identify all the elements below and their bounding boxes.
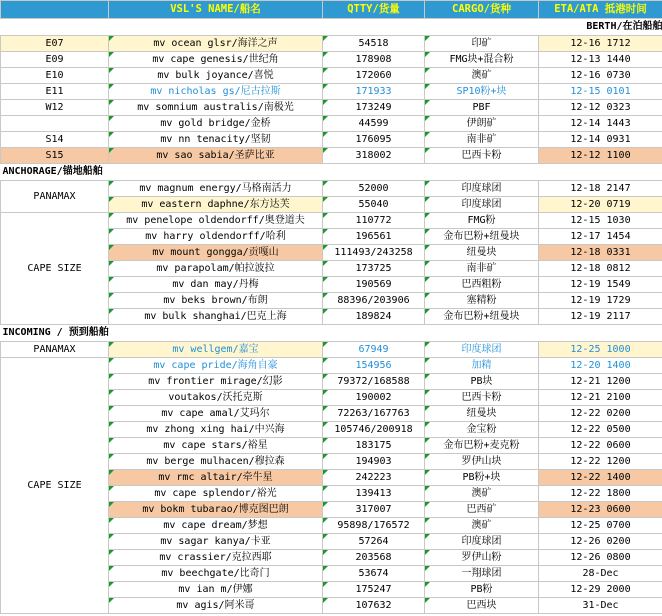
vessel-class-label: CAPE SIZE (1, 213, 109, 325)
vessel-name-cell[interactable]: mv wellgem/嘉宝 (109, 342, 323, 358)
vessel-name-cell[interactable]: mv ian m/伊娜 (109, 582, 323, 598)
vessel-name-cell[interactable]: mv agis/阿米哥 (109, 598, 323, 614)
cargo-cell[interactable]: 印度球团 (425, 197, 539, 213)
vessel-name-cell[interactable]: mv nicholas gs/尼古拉斯 (109, 84, 323, 100)
eta-cell[interactable]: 12-17 1454 (539, 229, 662, 245)
eta-cell[interactable]: 12-22 1400 (539, 470, 662, 486)
vessel-name-cell[interactable]: mv cape amal/艾玛尔 (109, 406, 323, 422)
cargo-cell[interactable]: 澳矿 (425, 68, 539, 84)
eta-cell[interactable]: 12-14 1443 (539, 116, 662, 132)
quantity-cell[interactable]: 196561 (323, 229, 425, 245)
cargo-cell[interactable]: 澳矿 (425, 486, 539, 502)
cargo-cell[interactable]: 巴西矿 (425, 502, 539, 518)
quantity-cell[interactable]: 242223 (323, 470, 425, 486)
vessel-name-cell[interactable]: mv bokm tubarao/博克图巴朗 (109, 502, 323, 518)
cargo-cell[interactable]: 印度球团 (425, 342, 539, 358)
quantity-cell[interactable]: 203568 (323, 550, 425, 566)
cargo-cell[interactable]: 伊朗矿 (425, 116, 539, 132)
vessel-name-cell[interactable]: mv ocean glsr/海洋之声 (109, 36, 323, 52)
vessel-name-cell[interactable]: mv cape pride/海角自豪 (109, 358, 323, 374)
quantity-cell[interactable]: 190569 (323, 277, 425, 293)
quantity-cell[interactable]: 317007 (323, 502, 425, 518)
vessel-name-cell[interactable]: mv beechgate/比奇门 (109, 566, 323, 582)
eta-cell[interactable]: 12-22 0500 (539, 422, 662, 438)
vessel-name-cell[interactable]: mv sagar kanya/卡亚 (109, 534, 323, 550)
quantity-cell[interactable]: 176095 (323, 132, 425, 148)
eta-cell[interactable]: 12-21 2100 (539, 390, 662, 406)
berth-id-cell[interactable]: S15 (1, 148, 109, 164)
cargo-cell[interactable]: SP10粉+块 (425, 84, 539, 100)
berth-id-cell[interactable]: E07 (1, 36, 109, 52)
vessel-name-cell[interactable]: mv eastern daphne/东方达芙 (109, 197, 323, 213)
vessel-name-cell[interactable]: mv bulk joyance/喜悦 (109, 68, 323, 84)
quantity-cell[interactable]: 52000 (323, 181, 425, 197)
eta-cell[interactable]: 12-26 0200 (539, 534, 662, 550)
quantity-cell[interactable]: 318002 (323, 148, 425, 164)
berth-id-cell[interactable]: S14 (1, 132, 109, 148)
quantity-cell[interactable]: 79372/168588 (323, 374, 425, 390)
berth-id-cell[interactable]: E11 (1, 84, 109, 100)
incoming-section (1, 325, 662, 342)
cargo-cell[interactable]: FMG粉 (425, 213, 539, 229)
eta-cell[interactable]: 12-22 1800 (539, 486, 662, 502)
vessel-name-cell[interactable]: mv nn tenacity/坚韧 (109, 132, 323, 148)
berth-row[interactable] (1, 132, 662, 148)
vessel-name-cell[interactable]: voutakos/沃托克斯 (109, 390, 323, 406)
cargo-cell[interactable]: PB块 (425, 374, 539, 390)
eta-cell[interactable]: 12-19 2117 (539, 309, 662, 325)
berth-id-cell[interactable]: W12 (1, 100, 109, 116)
cargo-cell[interactable]: 金布巴粉+纽曼块 (425, 309, 539, 325)
quantity-cell[interactable]: 54518 (323, 36, 425, 52)
vessel-name-cell[interactable]: mv berge mulhacen/穆拉森 (109, 454, 323, 470)
anchorage-section (1, 164, 662, 181)
eta-cell[interactable]: 12-22 0600 (539, 438, 662, 454)
vessel-name-cell[interactable]: mv crassier/克拉西耶 (109, 550, 323, 566)
eta-cell[interactable]: 28-Dec (539, 566, 662, 582)
quantity-cell[interactable]: 111493/243258 (323, 245, 425, 261)
vessel-row[interactable] (1, 342, 662, 358)
eta-cell[interactable]: 12-25 0700 (539, 518, 662, 534)
quantity-cell[interactable]: 175247 (323, 582, 425, 598)
vessel-name-cell[interactable]: mv sao sabia/圣萨比亚 (109, 148, 323, 164)
eta-cell[interactable]: 12-22 0200 (539, 406, 662, 422)
berth-id-cell[interactable]: E10 (1, 68, 109, 84)
quantity-cell[interactable]: 139413 (323, 486, 425, 502)
berth-id-cell[interactable] (1, 116, 109, 132)
vessel-name-cell[interactable]: mv rmc altair/牵牛星 (109, 470, 323, 486)
vessel-name-cell[interactable]: mv gold bridge/金桥 (109, 116, 323, 132)
quantity-cell[interactable]: 189824 (323, 309, 425, 325)
cargo-cell[interactable]: 巴西卡粉 (425, 390, 539, 406)
eta-cell[interactable]: 12-18 0331 (539, 245, 662, 261)
cargo-cell[interactable]: 罗伊山块 (425, 454, 539, 470)
quantity-cell[interactable]: 72263/167763 (323, 406, 425, 422)
quantity-cell[interactable]: 194903 (323, 454, 425, 470)
eta-cell[interactable]: 12-20 1400 (539, 358, 662, 374)
quantity-cell[interactable]: 53674 (323, 566, 425, 582)
vessel-name-cell[interactable]: mv cape dream/梦想 (109, 518, 323, 534)
vessel-row[interactable] (1, 213, 662, 229)
cargo-cell[interactable]: 印度球团 (425, 181, 539, 197)
header-col1[interactable] (1, 1, 109, 19)
berth-section-title: BERTH/在泊船舶 (1, 19, 662, 36)
eta-cell[interactable]: 12-12 0323 (539, 100, 662, 116)
header-row (1, 1, 662, 19)
eta-cell[interactable]: 12-26 0800 (539, 550, 662, 566)
vessel-class-label: CAPE SIZE (1, 358, 109, 614)
quantity-cell[interactable]: 154956 (323, 358, 425, 374)
vessel-name-cell[interactable]: mv parapolam/帕拉波拉 (109, 261, 323, 277)
vessel-name-cell[interactable]: mv magnum energy/马格南活力 (109, 181, 323, 197)
header-quantity[interactable]: QTTY/货量 (323, 1, 425, 19)
cargo-cell[interactable]: PBF (425, 100, 539, 116)
eta-cell[interactable]: 12-21 1200 (539, 374, 662, 390)
cargo-cell[interactable]: 澳矿 (425, 518, 539, 534)
cargo-cell[interactable]: 加精 (425, 358, 539, 374)
eta-cell[interactable]: 12-18 0812 (539, 261, 662, 277)
quantity-cell[interactable]: 173725 (323, 261, 425, 277)
cargo-cell[interactable]: PB粉+块 (425, 470, 539, 486)
header-eta[interactable]: ETA/ATA 抵港时间 (539, 1, 662, 19)
quantity-cell[interactable]: 183175 (323, 438, 425, 454)
eta-cell[interactable]: 12-20 0719 (539, 197, 662, 213)
incoming-section-title: INCOMING / 预到船舶 (1, 325, 662, 342)
vessel-class-label: PANAMAX (1, 181, 109, 213)
eta-cell[interactable]: 12-25 1000 (539, 342, 662, 358)
eta-cell[interactable]: 12-16 0730 (539, 68, 662, 84)
vessel-name-cell[interactable]: mv frontier mirage/幻影 (109, 374, 323, 390)
eta-cell[interactable]: 31-Dec (539, 598, 662, 614)
berth-row[interactable] (1, 52, 662, 68)
vessel-class-label: PANAMAX (1, 342, 109, 358)
quantity-cell[interactable]: 57264 (323, 534, 425, 550)
eta-cell[interactable]: 12-19 1549 (539, 277, 662, 293)
quantity-cell[interactable]: 171933 (323, 84, 425, 100)
quantity-cell[interactable]: 110772 (323, 213, 425, 229)
vessel-name-cell[interactable]: mv penelope oldendorff/奥登道夫 (109, 213, 323, 229)
cargo-cell[interactable]: 一翔球团 (425, 566, 539, 582)
cargo-cell[interactable]: PB粉 (425, 582, 539, 598)
cargo-cell[interactable]: 巴西卡粉 (425, 148, 539, 164)
eta-cell[interactable]: 12-13 1440 (539, 52, 662, 68)
quantity-cell[interactable]: 173249 (323, 100, 425, 116)
quantity-cell[interactable]: 55040 (323, 197, 425, 213)
eta-cell[interactable]: 12-15 1030 (539, 213, 662, 229)
eta-cell[interactable]: 12-16 1712 (539, 36, 662, 52)
quantity-cell[interactable]: 67949 (323, 342, 425, 358)
quantity-cell[interactable]: 190002 (323, 390, 425, 406)
header-cargo[interactable]: CARGO/货种 (425, 1, 539, 19)
vessel-name-cell[interactable]: mv cape splendor/裕光 (109, 486, 323, 502)
berth-row[interactable] (1, 84, 662, 100)
eta-cell[interactable]: 12-18 2147 (539, 181, 662, 197)
quantity-cell[interactable]: 88396/203906 (323, 293, 425, 309)
cargo-cell[interactable]: 罗伊山粉 (425, 550, 539, 566)
quantity-cell[interactable]: 105746/200918 (323, 422, 425, 438)
quantity-cell[interactable]: 178908 (323, 52, 425, 68)
header-vessel-name[interactable]: VSL'S NAME/船名 (109, 1, 323, 19)
berth-row[interactable] (1, 100, 662, 116)
eta-cell[interactable]: 12-14 0931 (539, 132, 662, 148)
vessel-name-cell[interactable]: mv mount gongga/贡嘎山 (109, 245, 323, 261)
cargo-cell[interactable]: 金宝粉 (425, 422, 539, 438)
berth-row[interactable] (1, 148, 662, 164)
vessel-row[interactable] (1, 358, 662, 374)
eta-cell[interactable]: 12-19 1729 (539, 293, 662, 309)
vessel-name-cell[interactable]: mv bulk shanghai/巴克上海 (109, 309, 323, 325)
eta-cell[interactable]: 12-12 1100 (539, 148, 662, 164)
cargo-cell[interactable]: 巴西粗粉 (425, 277, 539, 293)
cargo-cell[interactable]: 塞精粉 (425, 293, 539, 309)
eta-cell[interactable]: 12-29 2000 (539, 582, 662, 598)
vessel-row[interactable] (1, 181, 662, 197)
vessel-name-cell[interactable]: mv cape genesis/世纪角 (109, 52, 323, 68)
berth-section (1, 19, 662, 36)
cargo-cell[interactable]: 纽曼块 (425, 406, 539, 422)
cargo-cell[interactable]: 金布巴粉+纽曼块 (425, 229, 539, 245)
quantity-cell[interactable]: 172060 (323, 68, 425, 84)
cargo-cell[interactable]: 纽曼块 (425, 245, 539, 261)
berth-id-cell[interactable]: E09 (1, 52, 109, 68)
vessel-name-cell[interactable]: mv dan may/丹梅 (109, 277, 323, 293)
vessel-name-cell[interactable]: mv beks brown/布朗 (109, 293, 323, 309)
berth-row[interactable] (1, 116, 662, 132)
eta-cell[interactable]: 12-23 0600 (539, 502, 662, 518)
cargo-cell[interactable]: 巴西块 (425, 598, 539, 614)
vessel-name-cell[interactable]: mv harry oldendorff/哈利 (109, 229, 323, 245)
eta-cell[interactable]: 12-15 0101 (539, 84, 662, 100)
cargo-cell[interactable]: 印度球团 (425, 534, 539, 550)
anchorage-section-title: ANCHORAGE/锚地船舶 (1, 164, 662, 181)
cargo-cell[interactable]: 南非矿 (425, 261, 539, 277)
vessel-name-cell[interactable]: mv somnium australis/南极光 (109, 100, 323, 116)
quantity-cell[interactable]: 44599 (323, 116, 425, 132)
vessel-name-cell[interactable]: mv cape stars/裕星 (109, 438, 323, 454)
quantity-cell[interactable]: 95898/176572 (323, 518, 425, 534)
vessel-name-cell[interactable]: mv zhong xing hai/中兴海 (109, 422, 323, 438)
eta-cell[interactable]: 12-22 1200 (539, 454, 662, 470)
cargo-cell[interactable]: 南非矿 (425, 132, 539, 148)
cargo-cell[interactable]: 金布巴粉+麦克粉 (425, 438, 539, 454)
berth-row[interactable] (1, 36, 662, 52)
quantity-cell[interactable]: 107632 (323, 598, 425, 614)
cargo-cell[interactable]: FMG块+混合粉 (425, 52, 539, 68)
cargo-cell[interactable]: 印矿 (425, 36, 539, 52)
berth-row[interactable] (1, 68, 662, 84)
